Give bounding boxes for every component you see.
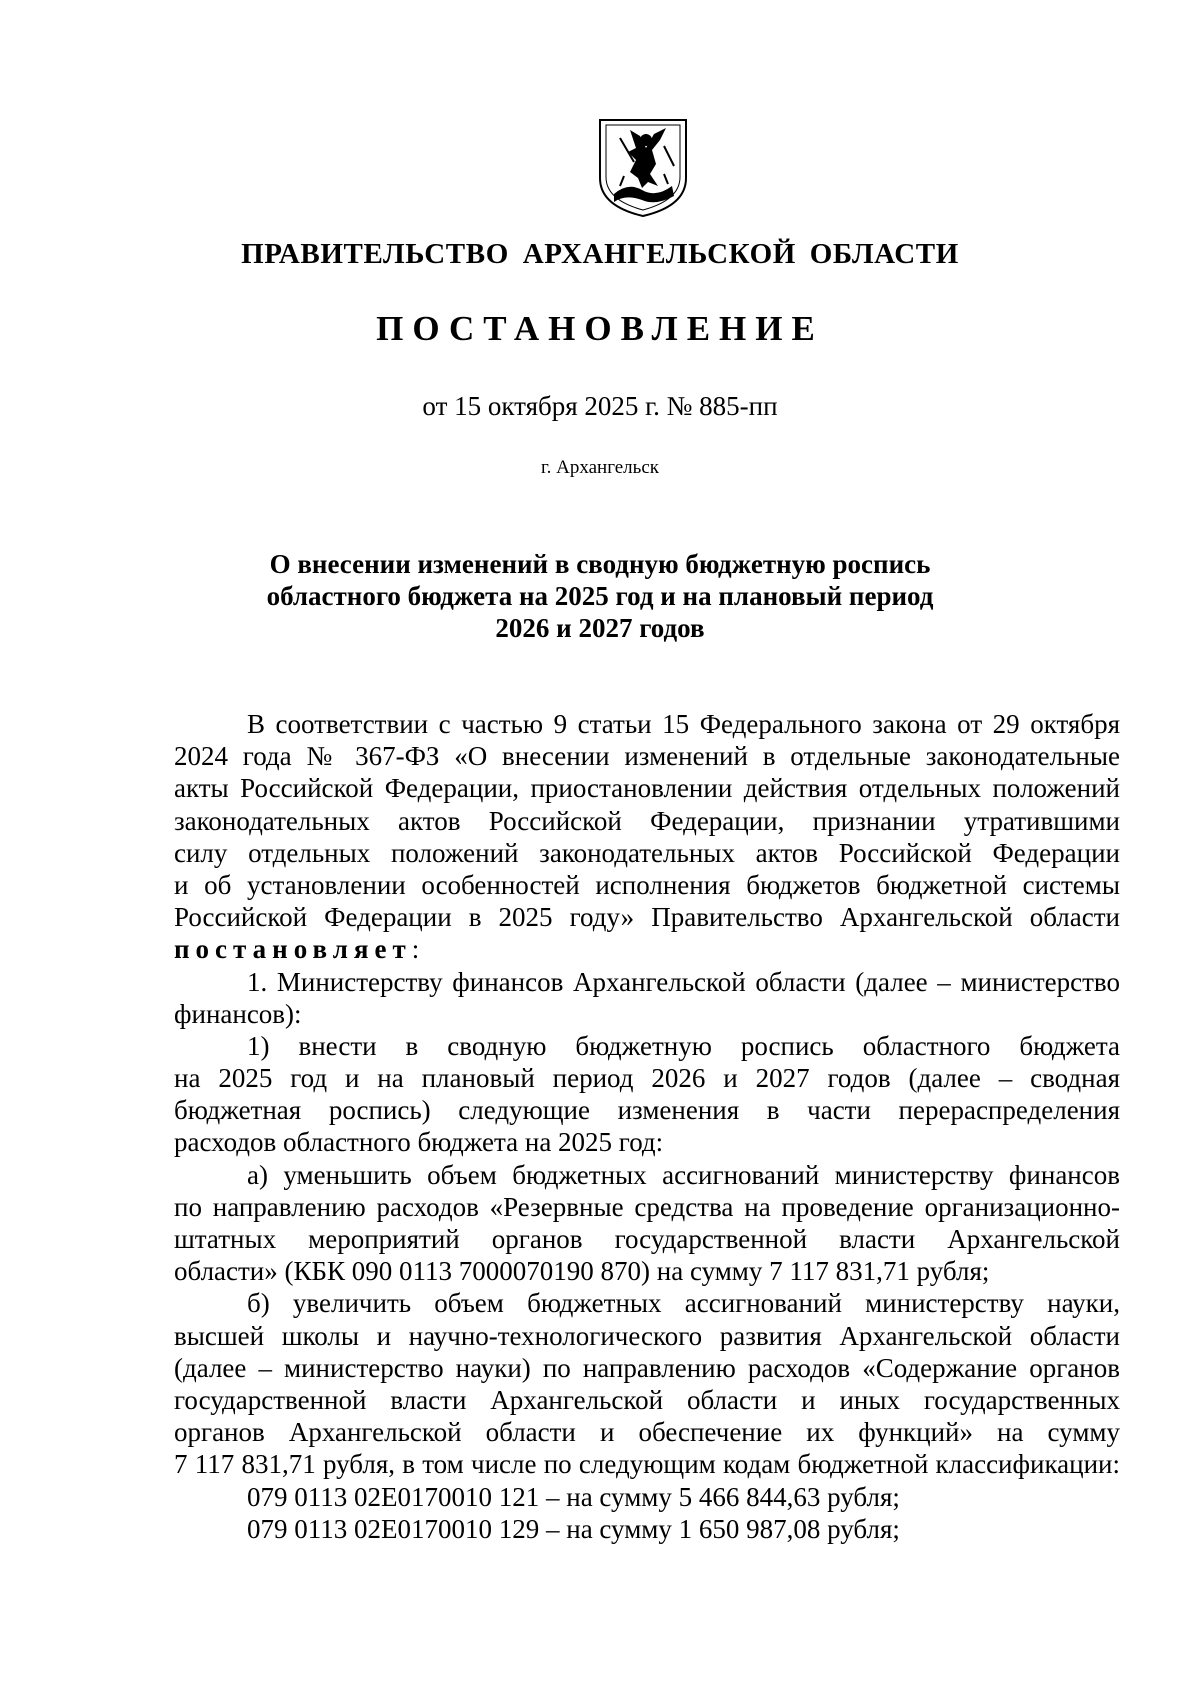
document-date-number: от 15 октября 2025 г. № 885-пп bbox=[422, 391, 778, 421]
document-subject bbox=[0, 548, 1200, 644]
document-city: г. Архангельск bbox=[540, 457, 659, 478]
document-body bbox=[174, 708, 1120, 1545]
body-line: на 2025 год и на плановый период 2026 и 2027 годов (далее – сводная bbox=[174, 1063, 1120, 1094]
body-line: силу отдельных положений законодательных актов Российской Федерации bbox=[174, 837, 1120, 868]
body-line: и об установлении особенностей исполнения бюджетов бюджетной системы bbox=[174, 869, 1120, 900]
body-line: штатных мероприятий органов государственной власти Архангельской bbox=[174, 1224, 1120, 1254]
resolution-line bbox=[174, 933, 1120, 965]
budget-code-line: 079 0113 02Е0170010 129 – на сумму 1 650 987,08 рубля; bbox=[247, 1513, 900, 1544]
budget-code-line: 079 0113 02Е0170010 121 – на сумму 5 466 844,63 рубля; bbox=[247, 1481, 900, 1512]
document-type: ПОСТАНОВЛЕНИЕ bbox=[376, 309, 824, 348]
body-line: 7 117 831,71 рубля, в том числе по следующим кодам бюджетной классификации: bbox=[174, 1449, 1120, 1480]
coat-of-arms-icon bbox=[594, 116, 692, 218]
body-line: 1) внести в сводную бюджетную роспись областного бюджета bbox=[247, 1030, 1120, 1061]
body-line: 2024 года № 367-ФЗ «О внесении изменений в отдельные законодательные bbox=[174, 741, 1120, 772]
body-line: расходов областного бюджета на 2025 год: bbox=[174, 1127, 664, 1158]
government-name: ПРАВИТЕЛЬСТВО АРХАНГЕЛЬСКОЙ ОБЛАСТИ bbox=[241, 238, 959, 270]
body-line: (далее – министерство науки) по направлению расходов «Содержание органов bbox=[174, 1352, 1120, 1383]
subject-line: областного бюджета на 2025 год и на плановый период bbox=[266, 581, 934, 611]
body-line: законодательных актов Российской Федерации, признании утратившими bbox=[174, 805, 1120, 836]
resolves-word: постановляет bbox=[174, 934, 412, 965]
body-line: бюджетная роспись) следующие изменения в части перераспределения bbox=[174, 1095, 1120, 1126]
body-line: области» (КБК 090 0113 7000070190 870) на сумму 7 117 831,71 рубля; bbox=[174, 1256, 990, 1287]
subject-line: О внесении изменений в сводную бюджетную роспись bbox=[269, 549, 931, 579]
body-line: высшей школы и научно-технологического развития Архангельской области bbox=[174, 1320, 1120, 1351]
body-line: государственной власти Архангельской области и иных государственных bbox=[174, 1384, 1120, 1415]
subject-line: 2026 и 2027 годов bbox=[495, 613, 705, 643]
body-line: Российской Федерации в 2025 году» Правительство Архангельской области bbox=[174, 902, 1120, 933]
body-line: б) увеличить объем бюджетных ассигнований министерству науки, bbox=[247, 1288, 1120, 1319]
body-line: акты Российской Федерации, приостановлении действия отдельных положений bbox=[174, 773, 1120, 804]
body-line: В соответствии с частью 9 статьи 15 Федерального закона от 29 октября bbox=[247, 709, 1120, 739]
body-line: а) уменьшить объем бюджетных ассигнований министерству финансов bbox=[247, 1159, 1120, 1190]
body-line: органов Архангельской области и обеспечение их функций» на сумму bbox=[174, 1417, 1120, 1448]
body-line: 1. Министерству финансов Архангельской области (далее – министерство bbox=[247, 966, 1120, 997]
resolves-colon: : bbox=[411, 934, 420, 965]
body-line: финансов): bbox=[174, 998, 302, 1029]
body-line: по направлению расходов «Резервные средства на проведение организационно- bbox=[174, 1191, 1120, 1222]
